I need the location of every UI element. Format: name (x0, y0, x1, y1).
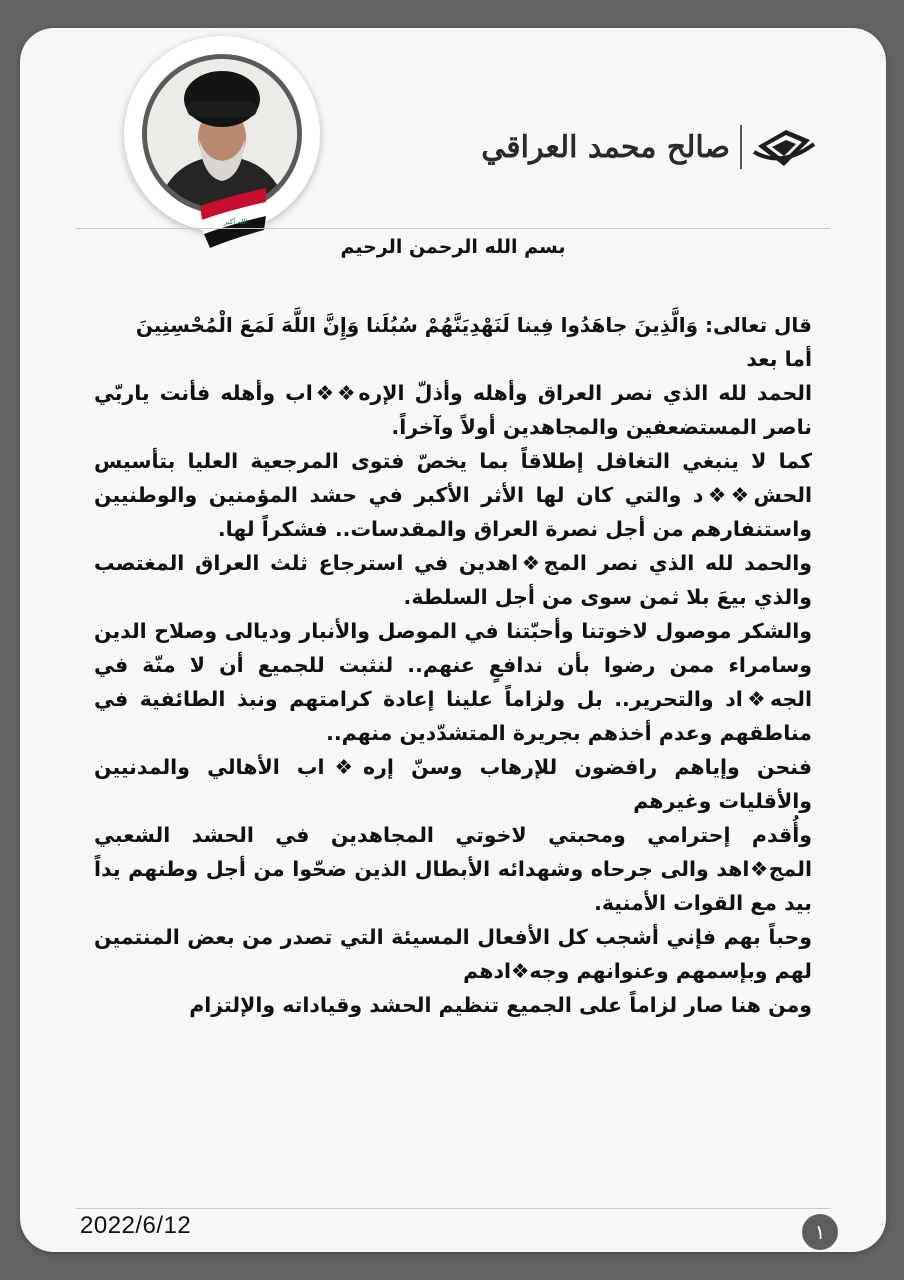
paragraph: كما لا ينبغي التغافل إطلاقاً بما يخصّ فتوى المرجعية العليا بتأسيس الحش❖❖د والتي كان لها الأثر الأكبر في حشد المؤمنين والوطنيين واستنفارهم من أجل نصرة العراق والمقدسات.. فشكراً لها. (94, 449, 812, 541)
portrait-frame (124, 36, 320, 232)
footer-divider (76, 1208, 830, 1209)
header-divider (76, 228, 830, 229)
person-portrait-icon (147, 59, 297, 209)
page-number-badge: ١ (802, 1214, 838, 1250)
logo-calligraphy: صالح محمد العراقي (481, 129, 730, 165)
quran-verse: قال تعالى: وَالَّذِينَ جاهَدُوا فِينا لَنَهْدِيَنَّهُمْ سُبُلَنا وَإِنَّ اللَّهَ لَمَعَ الْمُحْسِنِينَ (135, 313, 812, 337)
paragraph: وحباً بهم فإني أشجب كل الأفعال المسيئة التي تصدر من بعض المنتمين لهم وبإسمهم وعنوانهم وجه❖ادهم (94, 925, 812, 983)
statement-body (94, 308, 812, 1022)
paragraph: أما بعد (746, 347, 812, 371)
paragraph: الحمد لله الذي نصر العراق وأهله وأذلّ الإره❖❖اب وأهله فأنت ياربّي ناصر المستضعفين والمجاهدين أولاً وآخراً. (94, 381, 812, 439)
paragraph: والشكر موصول لاخوتنا وأحبّتنا في الموصل والأنبار وديالى وصلاح الدين وسامراء ممن رضوا بأن ندافعٍ عنهم.. لنثبت للجميع أن لا منّة في الجه❖اد والتحرير.. بل ولزاماً علينا إعادة كرامتهم ونبذ الطائفية في مناطقهم وعدم أخذهم بجريرة المتشدّدين منهم.. (94, 619, 812, 745)
paragraph: والحمد لله الذي نصر المج❖اهدين في استرجاع ثلث العراق المغتصب والذي بيعَ بلا ثمن سوى من أجل السلطة. (94, 551, 812, 609)
logo-divider (740, 125, 742, 169)
publisher-logo (481, 122, 816, 172)
paragraph: وأُقدم إحترامي ومحبتي لاخوتي المجاهدين في الحشد الشعبي المج❖اهد والى جرحاه وشهدائه الأبطال الذين ضحّوا من أجل وطنهم يداً بيد مع القوات الأمنية. (94, 823, 812, 915)
paragraph: ومن هنا صار لزاماً على الجميع تنظيم الحشد وقياداته والإلتزام (189, 993, 812, 1017)
book-pen-icon (752, 122, 816, 172)
basmala-heading: بسم الله الرحمن الرحيم (340, 236, 566, 258)
svg-text:الله أكبر: الله أكبر (224, 218, 248, 226)
document-date: 2022/6/12 (80, 1212, 192, 1239)
paragraph: فنحن وإياهم رافضون للإرهاب وسنّ إره❖اب الأهالي والمدنيين والأقليات وغيرهم (94, 755, 812, 813)
document-page (20, 28, 886, 1252)
